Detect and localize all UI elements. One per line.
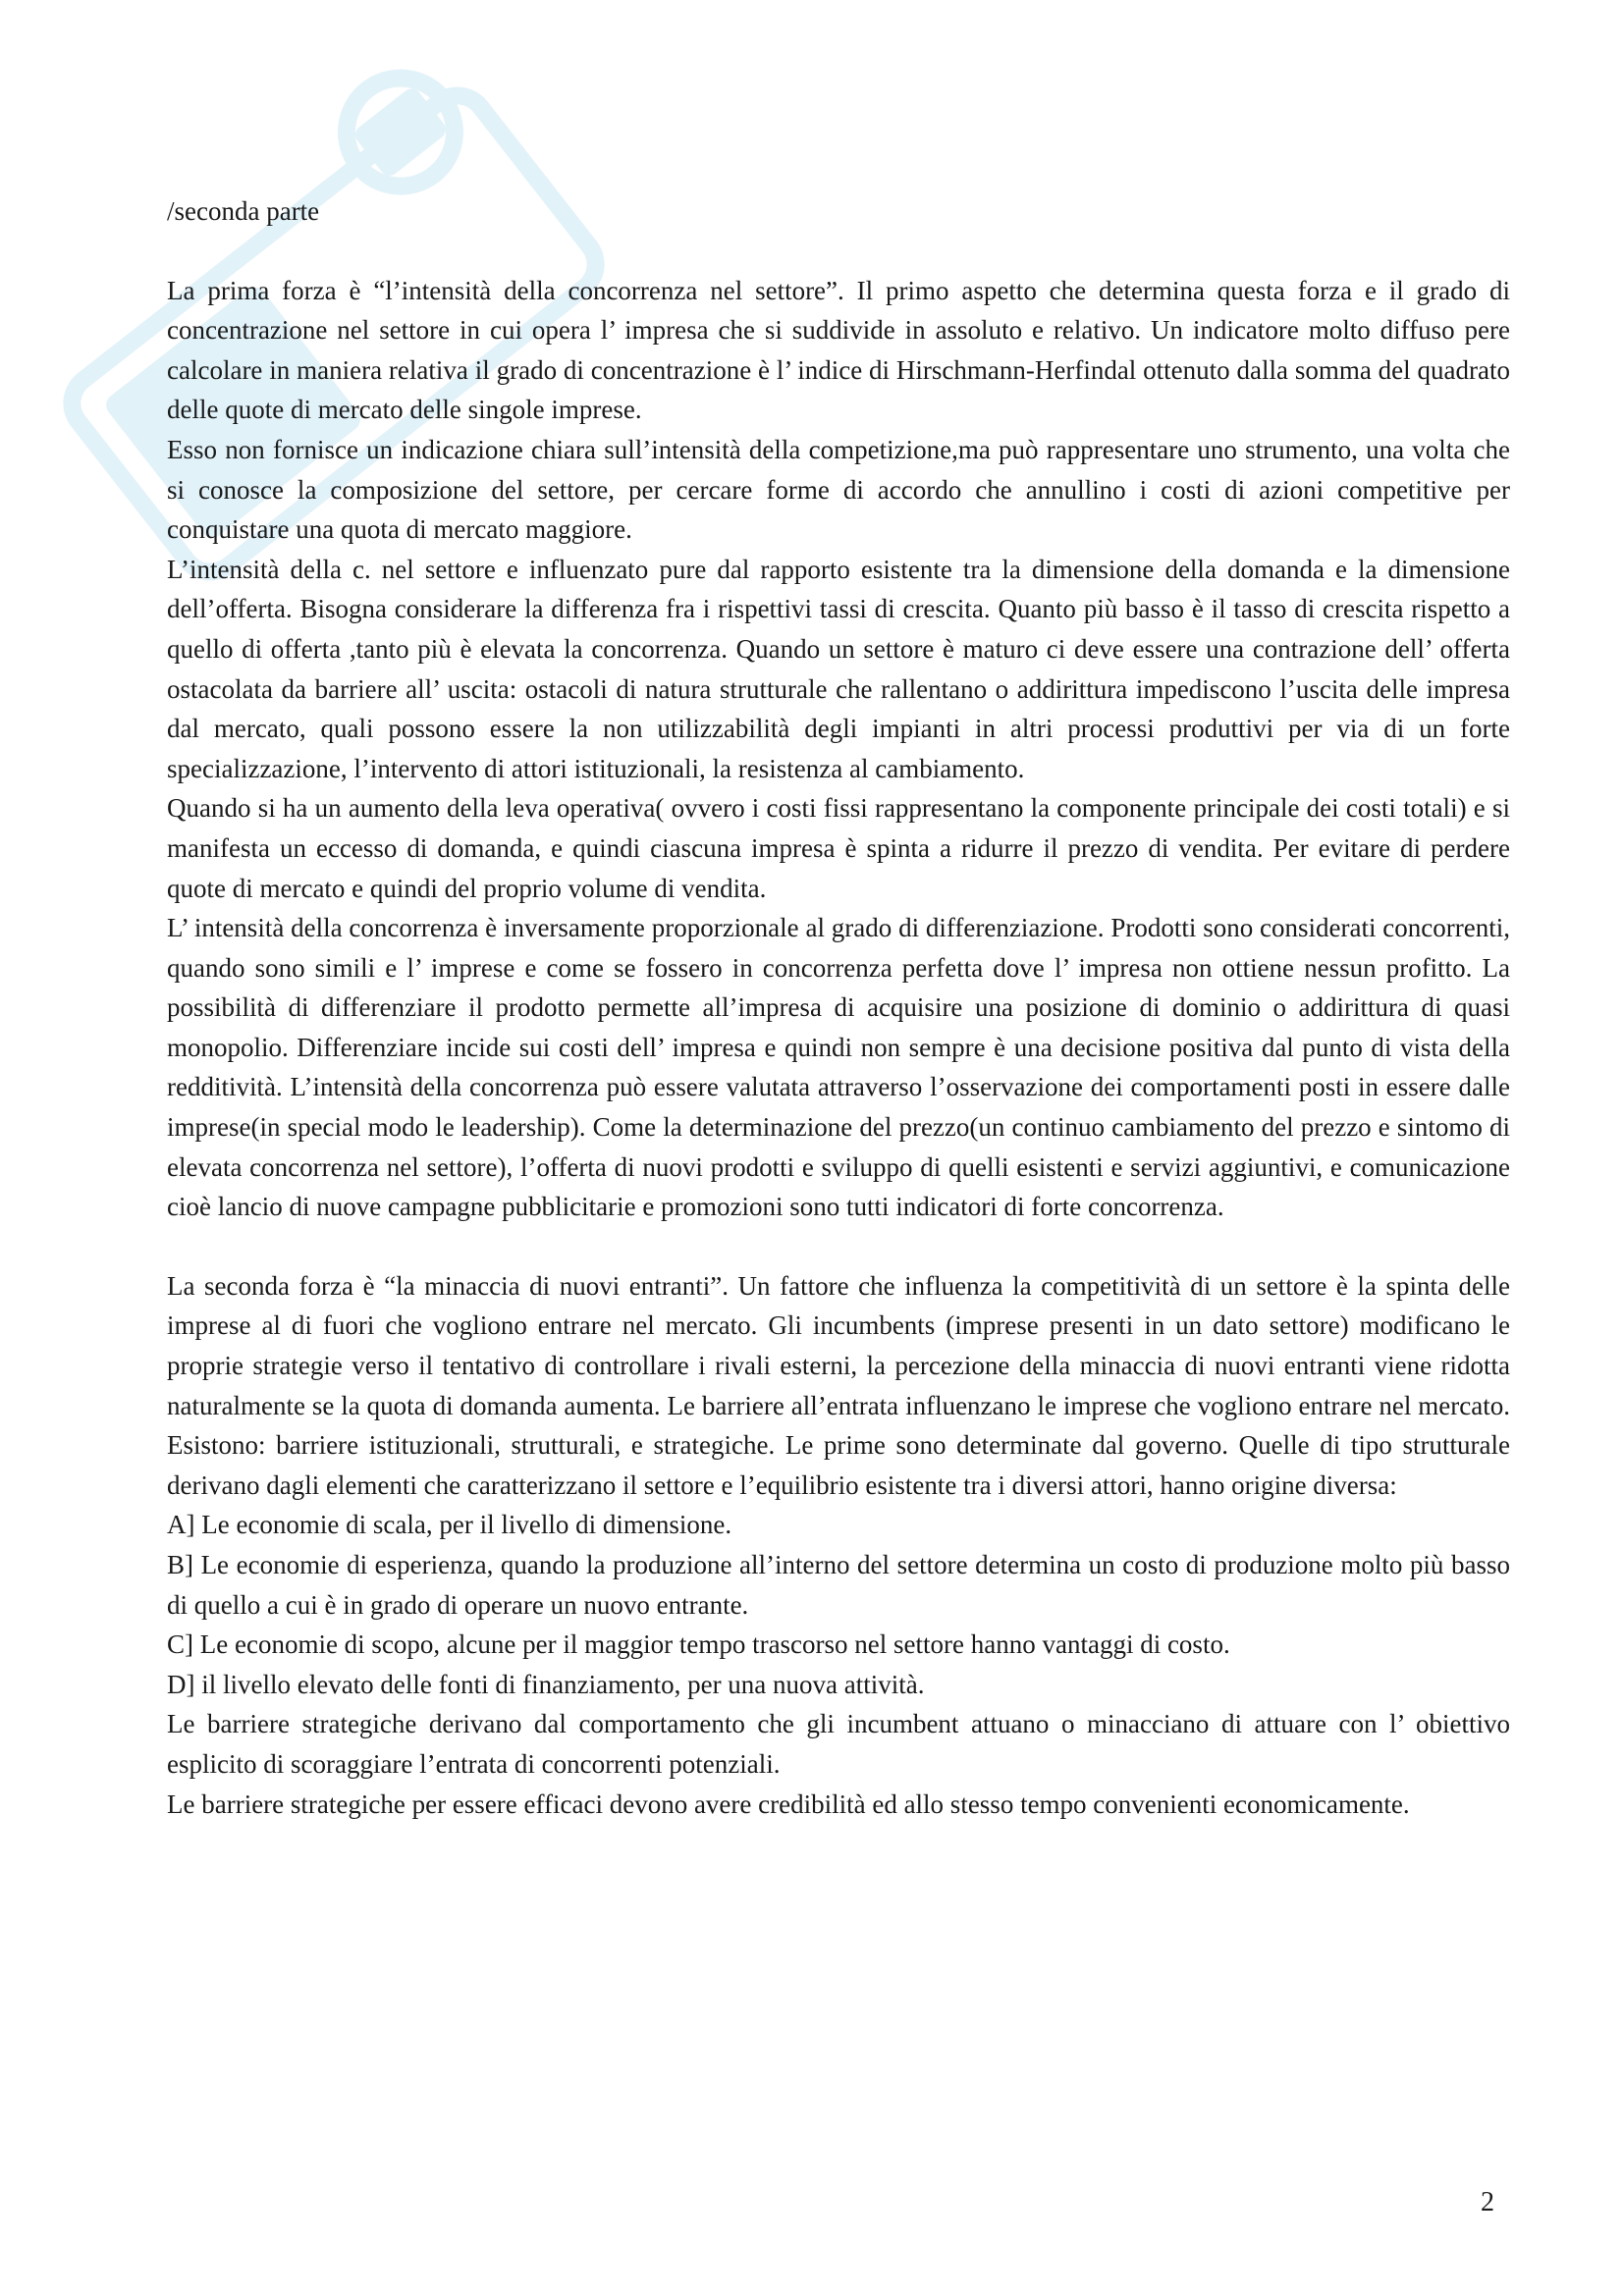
paragraph: La seconda forza è “la minaccia di nuovi entranti”. Un fattore che influenza la competitività di un settore è la spinta delle imprese al di fuori che vogliono entrare nel mercato. Gli incumbents (imprese presenti in un dato settore) modificano le proprie strategie verso il tentativo di controllare i rivali esterni, la percezione della minaccia di nuovi entranti viene ridotta naturalmente se la quota di domanda aumenta. Le barriere all’entrata influenzano le imprese che vogliono entrare nel mercato. Esistono: barriere istituzionali, strutturali, e strategiche. Le prime sono determinate dal governo. Quelle di tipo strutturale derivano dagli elementi che caratterizzano il settore e l’equilibrio esistente tra i diversi attori, hanno origine diversa: (167, 1270, 1510, 1500)
paragraph: Esso non fornisce un indicazione chiara sull’intensità della competizione,ma può rappresentare uno strumento, una volta che si conosce la composizione del settore, per cercare forme di accordo che annullino i costi di azioni competitive per conquistare una quota di mercato maggiore. (167, 434, 1510, 545)
section-heading: /seconda parte (167, 196, 320, 226)
list-item: D] il livello elevato delle fonti di finanziamento, per una nuova attività. (167, 1669, 925, 1699)
list-item: A] Le economie di scala, per il livello di dimensione. (167, 1510, 732, 1540)
list-item: C] Le economie di scopo, alcune per il maggior tempo trascorso nel settore hanno vantaggi di costo. (167, 1629, 1230, 1660)
paragraph-gap (167, 1227, 1510, 1266)
paragraph: Le barriere strategiche derivano dal comportamento che gli incumbent attuano o minacciano di attuare con l’ obiettivo esplicito di scoraggiare l’entrata di concorrenti potenziali. (167, 1709, 1510, 1779)
paragraph: Le barriere strategiche per essere efficaci devono avere credibilità ed allo stesso tempo convenienti economicamente. (167, 1789, 1410, 1819)
page-content (167, 191, 1510, 1824)
paragraph: Quando si ha un aumento della leva operativa( ovvero i costi fissi rappresentano la componente principale dei costi totali) e si manifesta un eccesso di domanda, e quindi ciascuna impresa è spinta a ridurre il prezzo di vendita. Per evitare di perdere quote di mercato e quindi del proprio volume di vendita. (167, 793, 1510, 903)
paragraph: L’intensità della c. nel settore e influenzato pure dal rapporto esistente tra la dimensione della domanda e la dimensione dell’offerta. Bisogna considerare la differenza fra i rispettivi tassi di crescita. Quanto più basso è il tasso di crescita rispetto a quello di offerta ,tanto più è elevata la concorrenza. Quando un settore è maturo ci deve essere una contrazione dell’ offerta ostacolata da barriere all’ uscita: ostacoli di natura strutturale che rallentano o addirittura impediscono l’uscita delle impresa dal mercato, quali possono essere la non utilizzabilità degli impianti in altri processi produttivi per via di un forte specializzazione, l’intervento di attori istituzionali, la resistenza al cambiamento. (167, 554, 1510, 783)
paragraph: La prima forza è “l’intensità della concorrenza nel settore”. Il primo aspetto che determina questa forza e il grado di concentrazione nel settore in cui opera l’ impresa che si suddivide in assoluto e relativo. Un indicatore molto diffuso pere calcolare in maniera relativa il grado di concentrazione è l’ indice di Hirschmann-Herfindal ottenuto dalla somma del quadrato delle quote di mercato delle singole imprese. (167, 275, 1510, 425)
paragraph: L’ intensità della concorrenza è inversamente proporzionale al grado di differenziazione. Prodotti sono considerati concorrenti, quando sono simili e l’ imprese e come se fossero in concorrenza perfetta dove l’ impresa non ottiene nessun profitto. La possibilità di differenziare il prodotto permette all’impresa di acquisire una posizione di dominio o addirittura di quasi monopolio. Differenziare incide sui costi dell’ impresa e quindi non sempre è una decisione positiva dal punto di vista della redditività. L’intensità della concorrenza può essere valutata attraverso l’osservazione dei comportamenti posti in essere dalle imprese(in special modo le leadership). Come la determinazione del prezzo(un continuo cambiamento del prezzo e sintomo di elevata concorrenza nel settore), l’offerta di nuovi prodotti e sviluppo di quelli esistenti e servizi aggiuntivi, e comunicazione cioè lancio di nuove campagne pubblicitarie e promozioni sono tutti indicatori di forte concorrenza. (167, 913, 1510, 1222)
page-number: 2 (1481, 2187, 1494, 2217)
list-item: B] Le economie di esperienza, quando la produzione all’interno del settore determina un costo di produzione molto più basso di quello a cui è in grado di operare un nuovo entrante. (167, 1550, 1510, 1620)
